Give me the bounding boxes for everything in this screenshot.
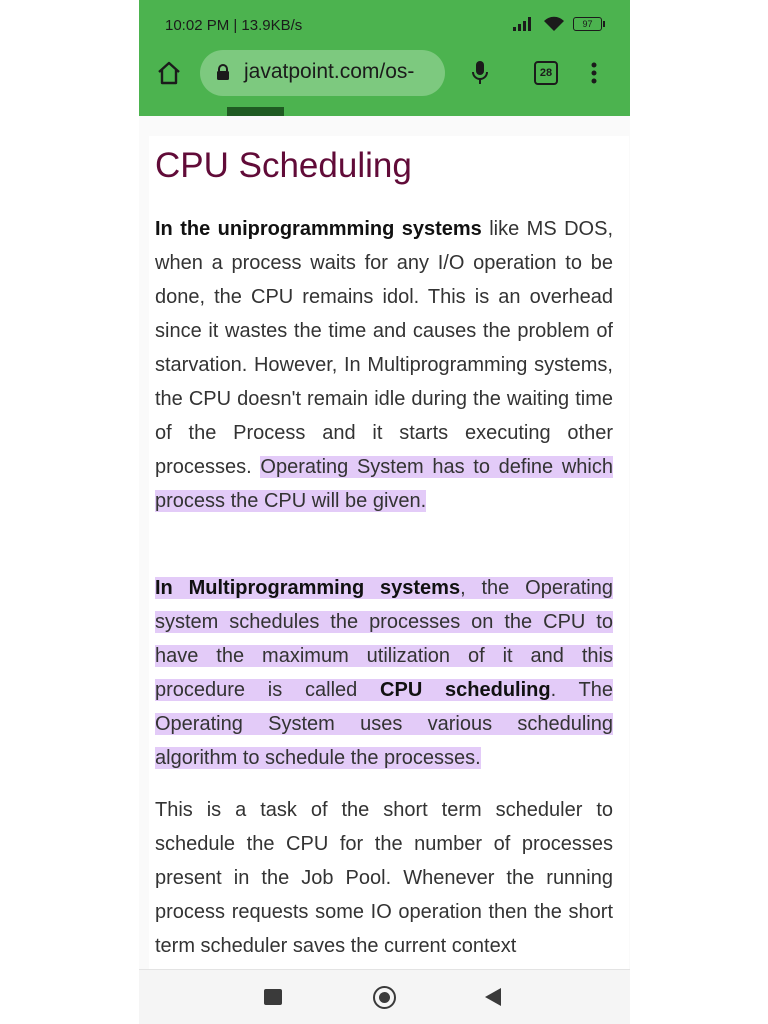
lock-icon xyxy=(216,64,230,81)
back-icon[interactable] xyxy=(485,988,501,1006)
address-bar[interactable] xyxy=(200,50,445,96)
paragraph-2-text-2: . The Operating System uses various scheduling algorithm to schedule the processes. xyxy=(155,679,613,769)
paragraph-2-bold-2: CPU scheduling xyxy=(380,679,551,701)
system-nav-bar xyxy=(139,969,630,1024)
phone-screen xyxy=(139,0,630,1024)
battery-icon: 97 xyxy=(573,17,602,31)
paragraph-2 xyxy=(155,571,613,775)
paragraph-3: This is a task of the short term scheduler to schedule the CPU for the number of processes present in the Job Pool. Whenever the running process requests some IO operation then the short term scheduler saves the current context xyxy=(155,799,613,957)
paragraph-2-bold-1: In Multiprogramming systems xyxy=(155,577,461,599)
paragraph-1-text: like MS DOS, when a process waits for any I/O operation to be done, the CPU remains idol. This is an overhead since it wastes the time and causes the problem of starvation. However, In Multiprogramming systems, the CPU doesn't remain idle during the waiting time of the Process and it starts executing other processes. xyxy=(155,218,613,478)
url-row xyxy=(139,50,630,96)
page-load-progress xyxy=(227,107,284,116)
status-icons xyxy=(513,16,602,32)
more-menu-icon[interactable] xyxy=(591,62,597,84)
signal-icon xyxy=(513,17,535,31)
paragraph-1-highlight: Operating System has to define which process the CPU will be given. xyxy=(155,456,613,512)
microphone-icon[interactable] xyxy=(472,60,488,86)
recents-icon[interactable] xyxy=(264,989,282,1005)
paragraph-2-text-1: , the Operating system schedules the processes on the CPU to have the maximum utilization of it and this procedure is called xyxy=(155,577,613,701)
article-content xyxy=(149,136,629,969)
home-nav-icon[interactable] xyxy=(373,986,396,1009)
paragraph-1 xyxy=(155,212,613,518)
paragraph-1-bold: In the uniprogrammming systems xyxy=(155,218,482,240)
tab-switcher-button[interactable]: 28 xyxy=(534,61,558,85)
home-icon[interactable] xyxy=(156,60,182,86)
url-text[interactable]: javatpoint.com/os- xyxy=(244,60,415,83)
wifi-icon xyxy=(543,16,565,32)
browser-toolbar xyxy=(139,0,630,116)
page-title: CPU Scheduling xyxy=(155,146,412,185)
status-time-speed: 10:02 PM | 13.9KB/s xyxy=(165,17,303,34)
